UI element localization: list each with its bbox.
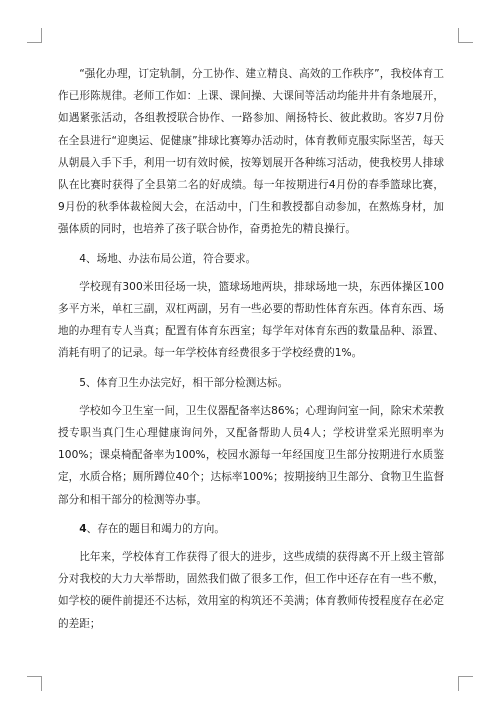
crop-mark-top-left bbox=[27, 28, 42, 43]
document-body bbox=[58, 63, 444, 642]
crop-mark-bottom-left bbox=[27, 676, 42, 691]
crop-mark-top-right bbox=[458, 28, 473, 43]
paragraph-management: “强化办理，订定轨制，分工协作、建立精良、高效的工作秩序”，我校体育工作已形陈规律。老师工作如：上课、课间操、大课间等活动均能井井有条地展开，如遇紧张活动，各组教授联合协作、一路参加、阐扬特长、彼此救助。客岁7月份在全县进行“迎奥运、促健康”排球比赛筹办活动时，体育教师克服实际坚苦，每天从朝晨入手下手，利用一切有效时候，按筹划展开各种练习活动，使我校男人排球队在比赛时获得了全县第二名的好成绩。每一年按期进行4月份的春季篮球比赛，9月份的秋季体裁检阅大会，在活动中，门生和教授都自动参加，在熬炼身材，加强体质的同时，也培养了孩子联合协作，奋勇抢先的精良操行。 bbox=[58, 68, 444, 236]
paragraph-health: 学校如今卫生室一间，卫生仪器配备率达86%；心理询问室一间，除宋术荣教授专职当真门生心理健康询问外，又配备帮助人员4人；学校讲堂采光照明率为100%；课桌椅配备率为100%，校园水源每一年经国度卫生部分按期进行水质鉴定，水质合格；厕所蹲位40个；达标率100%；按期接纳卫生部分、食物卫生监督部分和相干部分的检测等办事。 bbox=[58, 404, 444, 506]
section-heading-health: 5、体育卫生办法完好，相干部分检测达标。 bbox=[79, 376, 289, 389]
section-heading-text: 、存在的题目和竭力的方向。 bbox=[86, 522, 225, 535]
section-heading-number: 4 bbox=[79, 522, 87, 535]
section-heading-facilities: 4、场地、办法布局公道，符合要求。 bbox=[79, 252, 257, 265]
paragraph-facilities: 学校现有300米田径场一块，篮球场地两块，排球场地一块，东西体操区100多平方米，单杠三副，双杠两副，另有一些必要的帮助性体育东西。体育东西、场地的办理有专人当真；配置有体育东西室；每学年对体育东西的数量品种、添置、消耗有明了的记录。每一年学校体育经费很多于学校经费的1%。 bbox=[58, 280, 444, 360]
crop-mark-bottom-right bbox=[458, 676, 473, 691]
section-heading-problems bbox=[58, 518, 444, 540]
paragraph-problems: 比年来，学校体育工作获得了很大的进步，这些成绩的获得离不开上级主管部分对我校的大力大举帮助，固然我们做了很多工作，但工作中还存在有一些不敷，如学校的硬件前提还不达标，效用室的构筑还不美满；体育教师传授程度存在必定的差距； bbox=[58, 551, 444, 630]
